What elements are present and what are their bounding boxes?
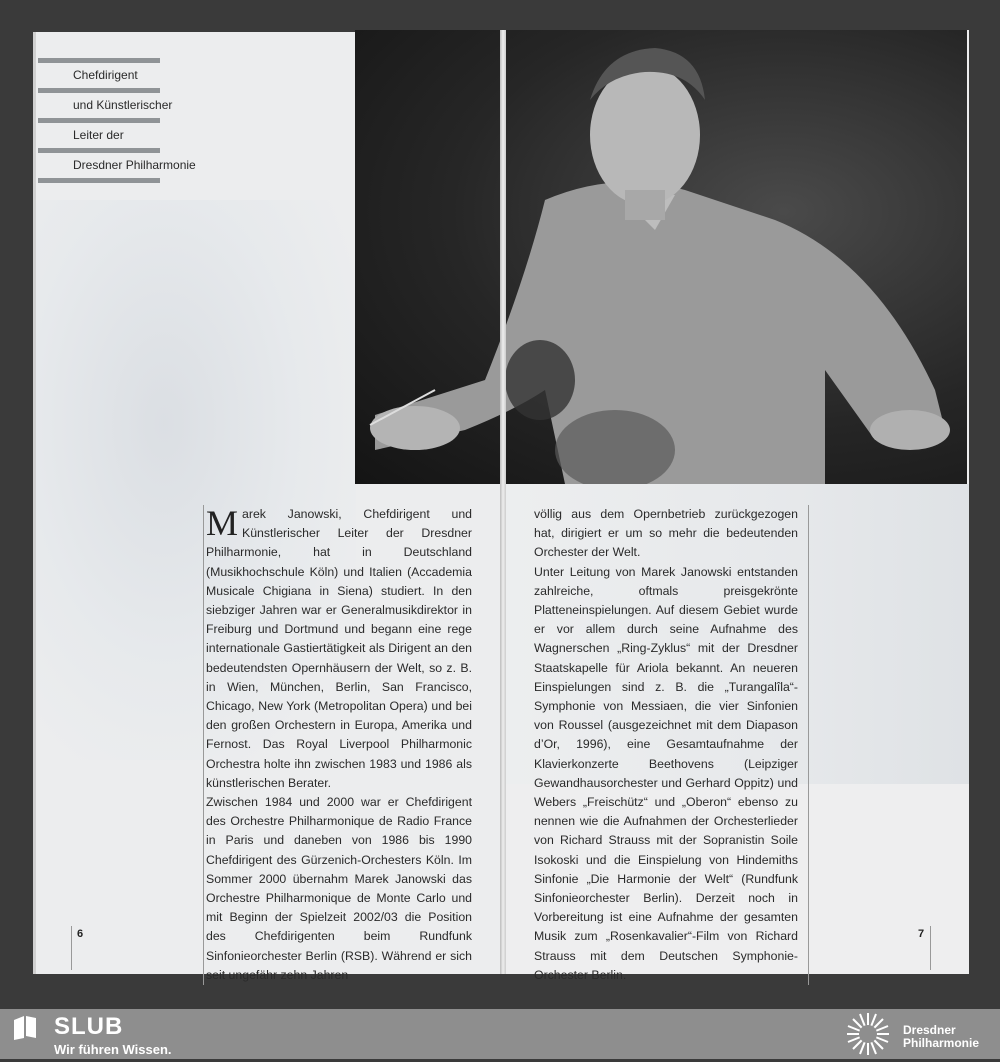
heading-line-4: Dresdner Philharmonie	[73, 158, 196, 172]
section-heading	[36, 58, 196, 183]
partner-name-line-1: Dresdner	[903, 1023, 956, 1037]
heading-line-1: Chefdirigent	[73, 68, 138, 82]
paragraph-text: Chefdirigent und Künstlerischer Leiter der Dresdner Philharmonie, hat in Deutschland (Musikhochschule Köln) und Italien (Accademia Musicale Chigiana in Siena) studiert. In den siebziger Jahren war er Generalmusikdirektor in Freiburg und Dortmund und begann eine rege internationale Gastiertätigkeit als Dirigent an den bedeutendsten Opernhäusern der Welt, so z. B. in Wien, München, Berlin, San Francisco, Chicago, New York (Metropolitan Opera) und bei den großen Orchestern in Europa, Amerika und Fernost. Das Royal Liverpool Philharmonic Orchestra holte ihn zwischen 1983 und 1986 als künstlerischen Berater.	[206, 507, 472, 790]
partner-name-line-2: Philharmonie	[903, 1036, 980, 1050]
drop-cap: M	[206, 503, 239, 543]
page-number-rule	[930, 926, 931, 970]
paragraph: Unter Leitung von Marek Janowski entstanden zahlreiche, oftmals preisgekrönte Platteneinspielungen. Auf diesem Gebiet wurde er vor allem durch seine Aufnahme des Wagnerschen „Ring-Zyklus“ mit der Dresdner Staatskapelle für Ariola bekannt. An neueren Einspielungen sind z. B. die „Turangalîla“-Symphonie von Messiaen, die vier Sinfonien von Roussel (ausgezeichnet mit dem Diapason d’Or, 1996), eine Gesamtaufnahme der Klavierkonzerte Beethovens (Leipziger Gewandhausorchester und Gerhard Oppitz) und Webers „Freischütz“ und „Oberon“ ebenso zu nennen wie die Aufnahmen der Orchesterlieder von Richard Strauss mit der Sopranistin Soile Isokoski und die Einspielung von Hindemiths Sinfonie „Die Harmonie der Welt“ (Rundfunk Sinfonieorchester Berlin). Derzeit noch in Vorbereitung ist eine Aufnahme der gesamten Musik zum „Rosenkavalier“-Film von Richard Strauss mit dem Deutschen Symphonie-Orchester Berlin.	[534, 564, 798, 982]
heading-line-3: Leiter der	[73, 128, 124, 142]
intro-name: arek Janowski,	[242, 507, 342, 521]
page-number-right: 7	[918, 928, 925, 940]
conductor-photo-icon	[355, 30, 967, 484]
page-number-left: 6	[77, 928, 84, 940]
right-text-column	[534, 505, 809, 985]
slub-tagline: Wir führen Wissen.	[54, 1042, 172, 1057]
conductor-photo	[355, 30, 967, 484]
slub-logo-text[interactable]: SLUB	[54, 1013, 124, 1040]
book-gutter	[500, 30, 506, 974]
page-number-rule	[71, 926, 72, 970]
left-text-column	[203, 505, 472, 985]
partner-name[interactable]	[903, 1024, 979, 1050]
heading-rule	[38, 178, 160, 183]
paragraph: völlig aus dem Opernbetrieb zurückgezogen hat, dirigiert er um so mehr die bedeutenden Orchester der Welt.	[534, 507, 798, 560]
dresdner-philharmonie-logo-icon[interactable]	[843, 1011, 893, 1057]
paragraph: Zwischen 1984 und 2000 war er Chefdirigent des Orchestre Philharmonique de Radio France in Paris und daneben von 1986 bis 1990 Chefdirigent des Gürzenich-Orchesters Köln. Im Sommer 2000 übernahm Marek Janowski das Orchestre Philharmonique de Monte Carlo und mit Beginn der Spielzeit 2002/03 die Position des Chefdirigenten beim Rundfunk Sinfonieorchester Berlin (RSB). Während er sich seit ungefähr zehn Jahren	[206, 795, 472, 982]
paragraph	[206, 505, 472, 793]
heading-line-2: und Künstlerischer	[73, 98, 173, 112]
book-icon	[12, 1014, 38, 1040]
